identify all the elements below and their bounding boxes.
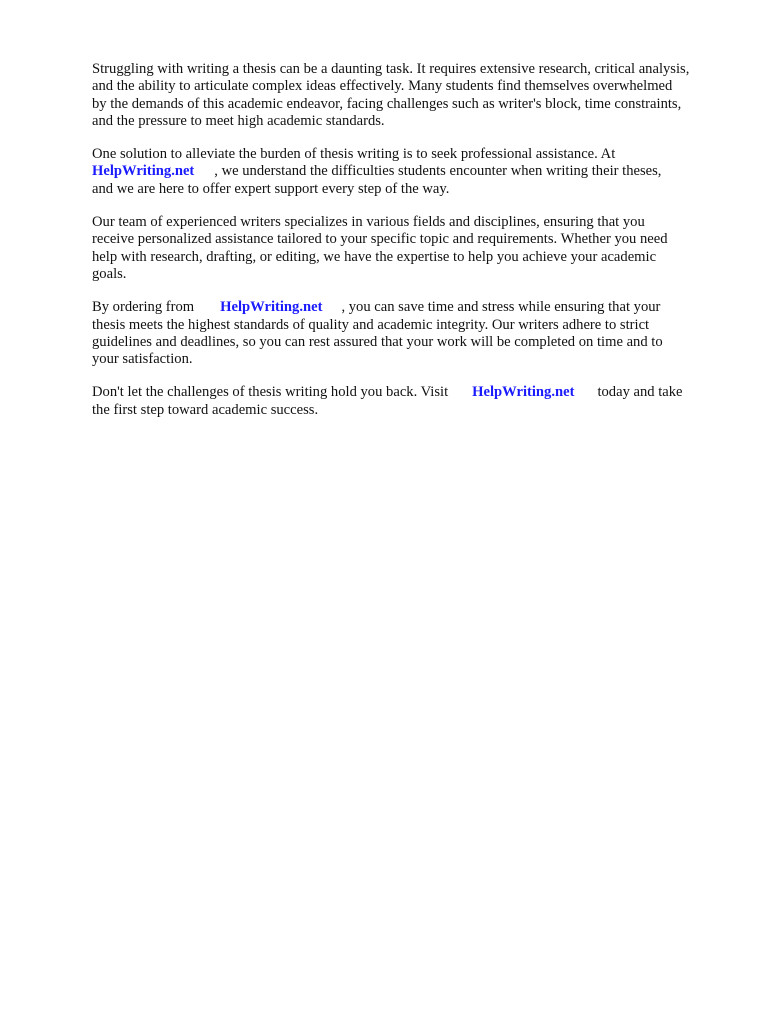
text-fragment: , you can save time and stress while ensuring that your (341, 299, 661, 316)
text-line: by the demands of this academic endeavor, facing challenges such as writer's block, time constraints, (92, 95, 682, 112)
paragraph-ordering (92, 299, 732, 368)
text-line: One solution to alleviate the burden of thesis writing is to seek professional assistance. At (92, 146, 616, 163)
text-line: Our team of experienced writers specializes in various fields and disciplines, ensuring that you (92, 214, 645, 231)
text-line: help with research, drafting, or editing, we have the expertise to help you achieve your academic (92, 248, 657, 265)
paragraph-solution (92, 146, 732, 198)
text-fragment: , we understand the difficulties students encounter when writing their theses, (214, 163, 662, 180)
helpwriting-link[interactable]: HelpWriting.net (220, 299, 323, 316)
text-line: the first step toward academic success. (92, 401, 319, 418)
text-line: receive personalized assistance tailored to your specific topic and requirements. Whether you need (92, 231, 668, 248)
paragraph-team (92, 214, 732, 283)
text-line (92, 384, 732, 401)
text-fragment: today and take (597, 384, 683, 401)
document-page (92, 61, 732, 435)
text-line (92, 163, 732, 180)
text-line: guidelines and deadlines, so you can rest assured that your work will be completed on time and to (92, 333, 663, 350)
paragraph-intro (92, 61, 732, 130)
text-line: and we are here to offer expert support every step of the way. (92, 180, 450, 197)
paragraph-call-to-action (92, 384, 732, 419)
helpwriting-link[interactable]: HelpWriting.net (92, 163, 195, 180)
helpwriting-link[interactable]: HelpWriting.net (472, 384, 575, 401)
text-line: and the pressure to meet high academic standards. (92, 112, 385, 129)
text-line: your satisfaction. (92, 351, 193, 368)
text-line: thesis meets the highest standards of quality and academic integrity. Our writers adhere to strict (92, 316, 650, 333)
text-line: goals. (92, 265, 127, 282)
text-line (92, 299, 732, 316)
text-line: Struggling with writing a thesis can be a daunting task. It requires extensive research, critical analysis, (92, 61, 690, 77)
text-line: and the ability to articulate complex ideas effectively. Many students find themselves overwhelmed (92, 78, 673, 95)
text-fragment: By ordering from (92, 299, 195, 316)
text-fragment: Don't let the challenges of thesis writing hold you back. Visit (92, 384, 449, 401)
